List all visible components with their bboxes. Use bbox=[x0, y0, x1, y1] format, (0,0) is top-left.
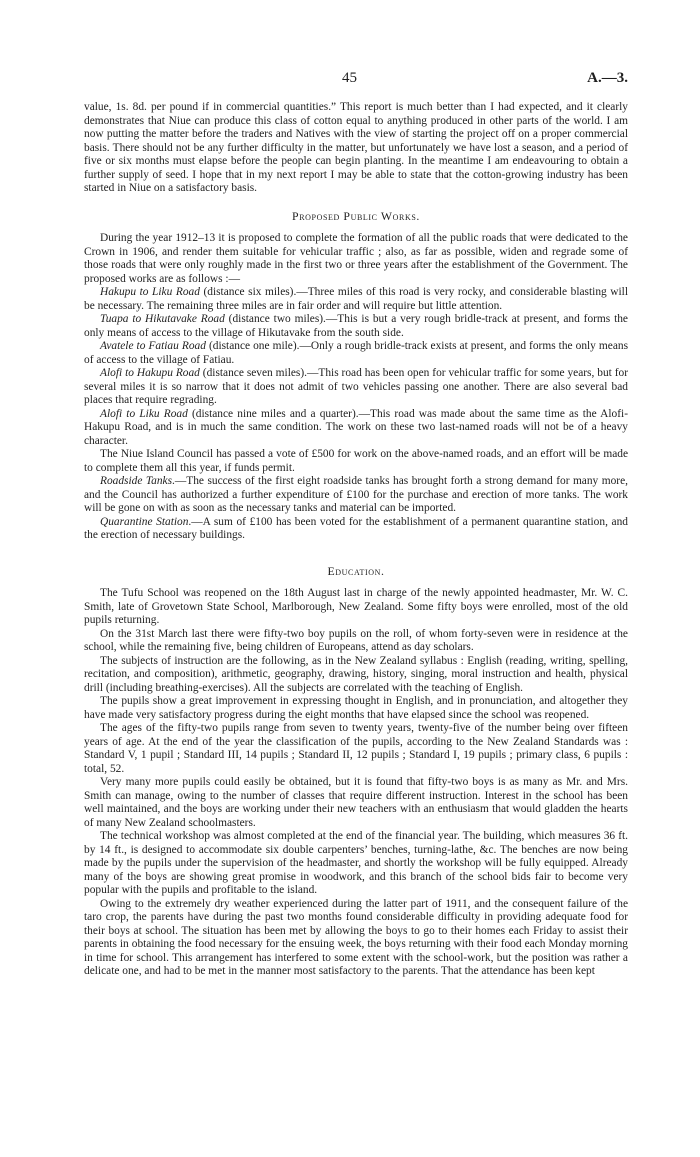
road-name: Alofi to Liku Road bbox=[100, 407, 188, 420]
education-paragraph: The technical workshop was almost completed at the end of the financial year. The building, which measures 36 ft. by 14 ft., is designed to accommodate six double carpenters’ benches, turning-lathe, &c. The benches are now being made by the pupils under the supervision of the headmaster, and shortly the workshop will be fully equipped. Already many of the boys are showing great promise in woodwork, and this branch of the school bids fair to become very popular with the pupils and profitable to the island. bbox=[84, 830, 628, 896]
document-reference: A.—3. bbox=[587, 70, 628, 86]
road-item bbox=[84, 286, 628, 313]
road-description: (distance seven miles).—This road has been open for vehicular traffic for some years, but for several miles it is so narrow that it does not admit of two vehicles passing one another. There are also several bad places that require regrading. bbox=[84, 367, 628, 406]
road-name: Tuapa to Hikutavake Road bbox=[100, 313, 225, 325]
road-name: Alofi to Hakupu Road bbox=[100, 367, 200, 379]
education-paragraph: The pupils show a great improvement in expressing thought in English, and in pronunciation, and altogether they have made very satisfactory progress during the eight months that have elapsed since the school was reopened. bbox=[84, 695, 628, 721]
road-item bbox=[84, 367, 628, 408]
page-header bbox=[84, 70, 628, 88]
road-description: (distance nine miles and a quarter).—This road was made about the same time as the Alofi-Hakupu Road, and is in much the same condition. The work on these two last-named roads will not be of a heavy character. bbox=[84, 407, 628, 447]
roadside-tanks-title: Roadside Tanks bbox=[100, 475, 173, 487]
roadside-tanks-paragraph bbox=[84, 475, 628, 516]
education-paragraph: Owing to the extremely dry weather experienced during the latter part of 1911, and the consequent failure of the taro crop, the parents have during the past two months found considerable difficulty in providing adequate food for their boys at school. The situation has been met by allowing the boys to go to their homes each Friday to assist their parents in obtaining the food necessary for the ensuing week, the boys returning with their food each Monday morning in time for school. This arrangement has interfered to some extent with the school-work, but the position was rather a delicate one, and had to be met in the manner most satisfactory to the parents. That the attendance has been kept bbox=[84, 897, 628, 977]
road-item bbox=[84, 408, 628, 449]
council-vote-paragraph: The Niue Island Council has passed a vote of £500 for work on the above-named roads, and an effort will be made to complete them all this year, if funds permit. bbox=[84, 448, 628, 474]
road-name: Avatele to Fatiau Road bbox=[100, 340, 206, 352]
education-paragraph: The Tufu School was reopened on the 18th August last in charge of the newly appointed headmaster, Mr. W. C. Smith, late of Grovetown State School, Marlborough, New Zealand. Some fifty boys were enrolled, most of the old pupils returning. bbox=[84, 587, 628, 626]
education-paragraph: The ages of the fifty-two pupils range from seven to twenty years, twenty-five of the number being over fifteen years of age. At the end of the year the classification of the pupils, according to the New Zealand Standards was : Standard V, 1 pupil ; Standard III, 14 pupils ; Standard II, 12 pupils ; Standard I, 19 pupils ; primary class, 6 pupils : total, 52. bbox=[84, 722, 628, 775]
public-works-heading: Proposed Public Works. bbox=[292, 208, 420, 223]
cotton-report-paragraph: value, 1s. 8d. per pound if in commercial quantities.” This report is much better than I had expected, and it clearly demonstrates that Niue can produce this class of cotton equal to anything produced in other parts of the world. I am now putting the matter before the traders and Natives with the view of starting the project off on a proper commercial basis. There should not be any further difficulty in the matter, but unfortunately we have lost a season, and a period of five or six months must elapse before the people can begin planting. In the meantime I am endeavouring to obtain a further supply of seed. I hope that in my next report I may be able to state that the cotton-growing industry has been started in Niue on a satisfactory basis. bbox=[84, 101, 628, 194]
education-paragraph: Very many more pupils could easily be obtained, but it is found that fifty-two boys is as many as Mr. and Mrs. Smith can manage, owing to the number of classes that require different instruction. Interest in the school has been well maintained, and the boys are working under their new teachers with an enthusiasm that would gladden the hearts of many New Zealand schoolmasters. bbox=[84, 776, 628, 829]
document-body bbox=[84, 101, 628, 979]
road-description: (distance one mile).—Only a rough bridle-track exists at present, and forms the only means of access to the village of Fatiau. bbox=[84, 340, 629, 366]
road-description: (distance two miles).—This is but a very rough bridle-track at present, and forms the only means of access to the village of Hikutavake from the south side. bbox=[84, 313, 628, 339]
quarantine-station-title: Quarantine Station bbox=[100, 515, 189, 528]
road-name: Hakupu to Liku Road bbox=[100, 286, 200, 298]
quarantine-station-paragraph bbox=[84, 516, 628, 543]
public-works-intro: During the year 1912–13 it is proposed to complete the formation of all the public roads that were dedicated to the Crown in 1906, and render them suitable for vehicular traffic ; also, as far as possible, widen and regrade some of those roads that were only roughly made in the first two or three years after the establishment of the Government. The proposed works are as follows :— bbox=[84, 232, 628, 285]
road-description: (distance six miles).—Three miles of this road is very rocky, and considerable blasting will be necessary. The remaining three miles are in fair order and will require but little attention. bbox=[84, 286, 628, 312]
page-number: 45 bbox=[342, 70, 357, 86]
roadside-tanks-text: .—The success of the first eight roadside tanks has brought forth a strong demand for many more, and the Council has authorized a further expenditure of £100 for the purchase and erection of more tanks. The work will be gone on with as soon as the necessary tanks and material can be imported. bbox=[84, 475, 628, 514]
road-item bbox=[84, 340, 628, 367]
education-paragraph: On the 31st March last there were fifty-two boy pupils on the roll, of whom forty-seven were in residence at the school, while the remaining five, being children of Europeans, attend as day scholars. bbox=[84, 627, 628, 653]
road-item bbox=[84, 313, 628, 340]
education-paragraph: The subjects of instruction are the following, as in the New Zealand syllabus : English (reading, writing, spelling, recitation, and composition), arithmetic, geography, drawing, history, singing, moral instruction and health, physical drill (including breathing-exercises). All the subjects are correlated with the teaching of English. bbox=[84, 654, 628, 694]
quarantine-station-text: .—A sum of £100 has been voted for the establishment of a permanent quarantine station, and the erection of necessary buildings. bbox=[84, 515, 628, 541]
education-heading: Education. bbox=[327, 563, 385, 578]
